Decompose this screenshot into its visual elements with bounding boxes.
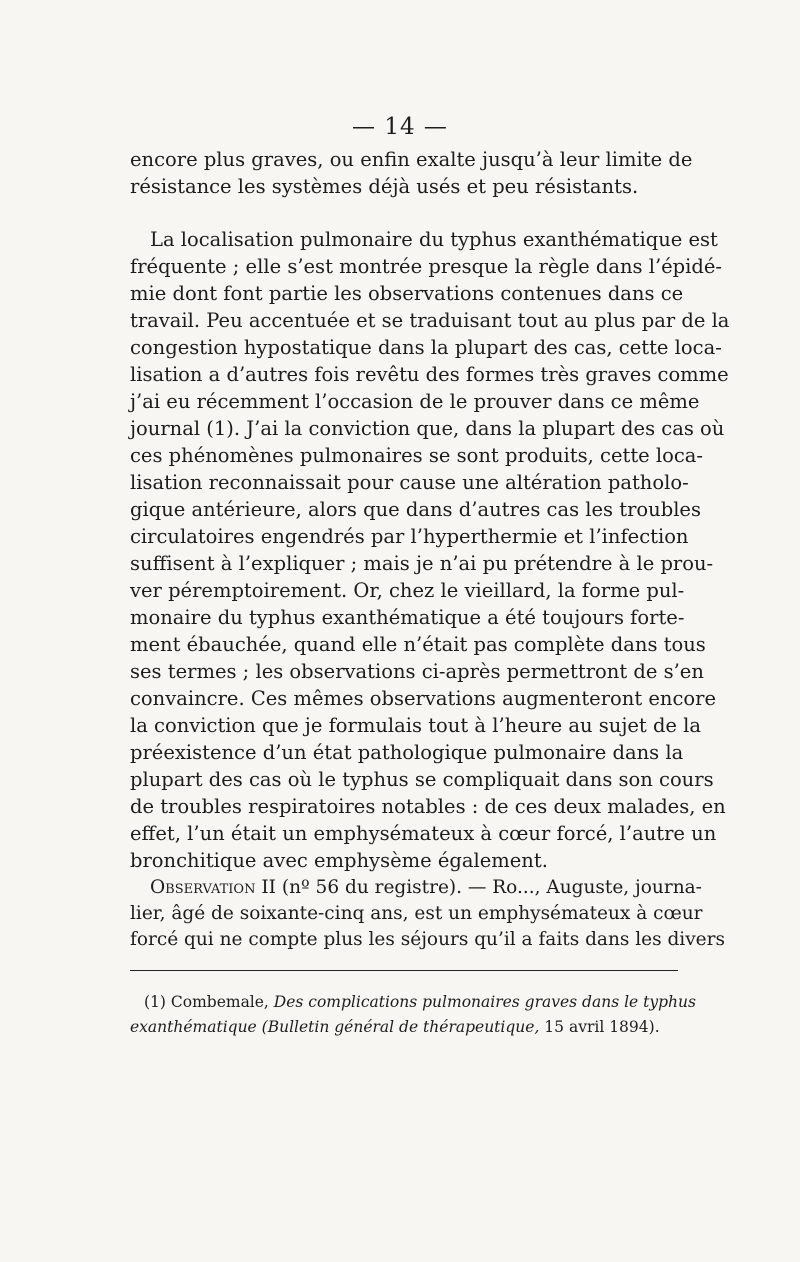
text-line: ment ébauchée, quand elle n’était pas complète dans tous bbox=[130, 633, 706, 656]
text-line: travail. Peu accentuée et se traduisant tout au plus par de la bbox=[130, 309, 730, 332]
text-line: gique antérieure, alors que dans d’autres cas les troubles bbox=[130, 498, 701, 521]
text-line: lisation a d’autres fois revêtu des formes très graves comme bbox=[130, 363, 729, 386]
text-line: forcé qui ne compte plus les séjours qu’il a faits dans les divers bbox=[130, 929, 725, 950]
footnote-line bbox=[130, 990, 696, 1015]
footnote bbox=[130, 990, 696, 1040]
page-number: — 14 — bbox=[352, 114, 448, 140]
text-line: plupart des cas où le typhus se compliquait dans son cours bbox=[130, 768, 714, 791]
text-line: la conviction que je formulais tout à l’heure au sujet de la bbox=[130, 714, 702, 737]
paragraph-1 bbox=[130, 146, 693, 200]
text-line: lisation reconnaissait pour cause une altération patholo- bbox=[130, 471, 689, 494]
text-line: bronchitique avec emphysème également. bbox=[130, 849, 548, 872]
text-line: résistance les systèmes déjà usés et peu résistants. bbox=[130, 175, 639, 198]
footnote-title-cont: exanthématique (Bulletin général de thérapeutique, bbox=[130, 1018, 540, 1036]
footnote-title: Des complications pulmonaires graves dans le typhus bbox=[273, 993, 696, 1011]
text-line: circulatoires engendrés par l’hyperthermie et l’infection bbox=[130, 525, 689, 548]
text-line: fréquente ; elle s’est montrée presque la règle dans l’épidé- bbox=[130, 255, 723, 278]
footnote-marker: (1) Combemale, bbox=[144, 993, 274, 1011]
footnote-date: 15 avril 1894). bbox=[539, 1018, 660, 1036]
text-line: effet, l’un était un emphysémateux à cœur forcé, l’autre un bbox=[130, 822, 717, 845]
text-line: ces phénomènes pulmonaires se sont produits, cette loca- bbox=[130, 444, 704, 467]
text-line: La localisation pulmonaire du typhus exanthématique est bbox=[150, 228, 718, 251]
text-line: suffisent à l’expliquer ; mais je n’ai pu prétendre à le prou- bbox=[130, 552, 714, 575]
text-line: convaincre. Ces mêmes observations augmenteront encore bbox=[130, 687, 716, 710]
text-line: lier, âgé de soixante-cinq ans, est un emphysémateux à cœur bbox=[130, 903, 703, 924]
text-line: monaire du typhus exanthématique a été toujours forte- bbox=[130, 606, 685, 629]
text-line: ses termes ; les observations ci-après permettront de s’en bbox=[130, 660, 704, 683]
text-line: journal (1). J’ai la conviction que, dans la plupart des cas où bbox=[130, 417, 725, 440]
footnote-line bbox=[130, 1015, 678, 1040]
text-line: ver péremptoirement. Or, chez le vieillard, la forme pul- bbox=[130, 579, 685, 602]
observation-line-1: II (nº 56 du registre). — Ro..., Auguste, journa- bbox=[255, 877, 702, 898]
text-line: congestion hypostatique dans la plupart des cas, cette loca- bbox=[130, 336, 722, 359]
paragraph-2 bbox=[130, 226, 730, 874]
text-line: de troubles respiratoires notables : de ces deux malades, en bbox=[130, 795, 726, 818]
text-line bbox=[130, 875, 702, 901]
text-line: j’ai eu récemment l’occasion de le prouver dans ce même bbox=[130, 390, 700, 413]
observation-paragraph bbox=[130, 875, 725, 953]
text-line: encore plus graves, ou enfin exalte jusqu’à leur limite de bbox=[130, 148, 693, 171]
observation-label: Observation bbox=[150, 877, 256, 898]
text-line: préexistence d’un état pathologique pulmonaire dans la bbox=[130, 741, 684, 764]
footnote-rule bbox=[130, 970, 678, 971]
text-line: mie dont font partie les observations contenues dans ce bbox=[130, 282, 684, 305]
